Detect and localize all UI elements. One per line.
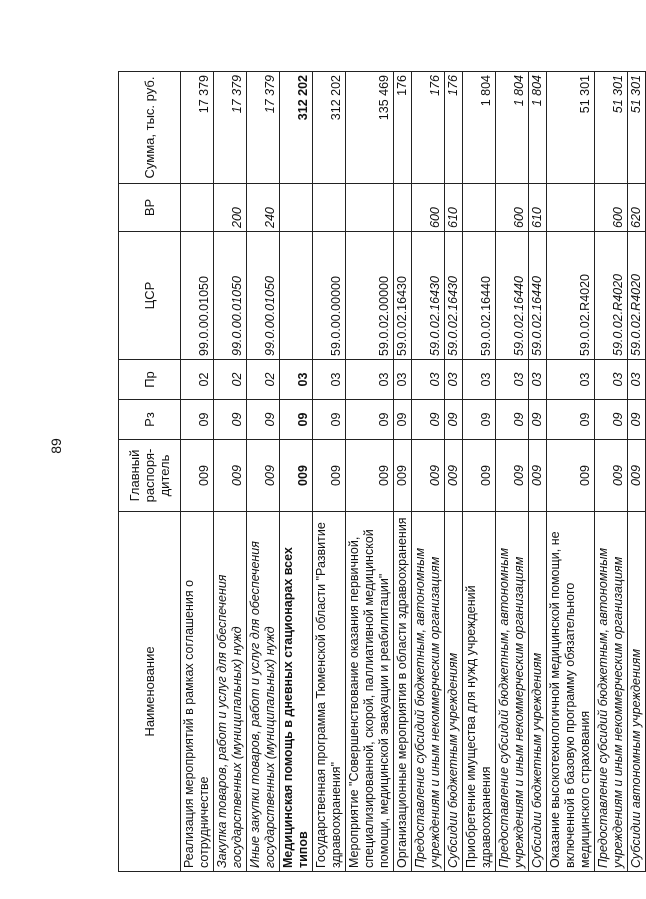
row-vr: 610 [529, 184, 547, 232]
row-rz: 09 [547, 400, 595, 440]
table-row [547, 72, 595, 872]
row-rz: 09 [394, 400, 412, 440]
header-vr: ВР [119, 184, 181, 232]
row-vr: 610 [445, 184, 463, 232]
row-vr [394, 184, 412, 232]
row-sum: 135 469 [346, 72, 394, 184]
row-rz: 09 [445, 400, 463, 440]
row-vr: 620 [628, 184, 646, 232]
row-rz: 09 [280, 400, 313, 440]
row-sum: 1 804 [529, 72, 547, 184]
row-rz: 09 [595, 400, 628, 440]
row-glavny: 009 [595, 440, 628, 512]
table-row [346, 72, 394, 872]
table-row [529, 72, 547, 872]
row-csr: 59.0.02.00000 [346, 232, 394, 360]
row-pr: 03 [394, 360, 412, 400]
row-rz: 09 [412, 400, 445, 440]
row-rz: 09 [463, 400, 496, 440]
row-rz: 09 [529, 400, 547, 440]
row-sum: 17 379 [214, 72, 247, 184]
row-sum: 312 202 [280, 72, 313, 184]
row-sum: 176 [394, 72, 412, 184]
row-pr: 03 [628, 360, 646, 400]
row-sum: 17 379 [247, 72, 280, 184]
header-rz: Рз [119, 400, 181, 440]
row-csr: 59.0.00.00000 [313, 232, 346, 360]
row-pr: 02 [181, 360, 214, 400]
row-sum: 51 301 [547, 72, 595, 184]
table-row [463, 72, 496, 872]
header-name: Наименование [119, 512, 181, 872]
row-pr: 02 [214, 360, 247, 400]
row-vr [181, 184, 214, 232]
row-name: Закупка товаров, работ и услуг для обеспечения государственных (муниципальных) нужд [214, 512, 247, 872]
row-glavny: 009 [280, 440, 313, 512]
row-name: Государственная программа Тюменской области "Развитие здравоохранения" [313, 512, 346, 872]
row-sum: 1 804 [463, 72, 496, 184]
row-csr: 59.0.02.R4020 [595, 232, 628, 360]
row-name: Субсидии бюджетным учреждениям [529, 512, 547, 872]
row-vr [280, 184, 313, 232]
row-name: Приобретение имущества для нужд учреждений здравоохранения [463, 512, 496, 872]
row-rz: 09 [496, 400, 529, 440]
table-row [394, 72, 412, 872]
row-name: Субсидии бюджетным учреждениям [445, 512, 463, 872]
row-glavny: 009 [181, 440, 214, 512]
row-name: Предоставление субсидий бюджетным, автономным учреждениям и иным некоммерческим организациям [595, 512, 628, 872]
header-glavny: Главный распоря-дитель [119, 440, 181, 512]
row-csr: 59.0.02.16430 [445, 232, 463, 360]
row-glavny: 009 [547, 440, 595, 512]
page-number: 89 [48, 438, 64, 454]
row-pr: 03 [313, 360, 346, 400]
row-sum: 51 301 [628, 72, 646, 184]
table-row [445, 72, 463, 872]
rotated-table-container [118, 72, 643, 872]
row-csr: 59.0.02.16430 [394, 232, 412, 360]
row-rz: 09 [247, 400, 280, 440]
row-pr: 03 [463, 360, 496, 400]
row-pr: 03 [595, 360, 628, 400]
row-vr [547, 184, 595, 232]
row-rz: 09 [313, 400, 346, 440]
table-row [313, 72, 346, 872]
row-name: Предоставление субсидий бюджетным, автономным учреждениям и иным некоммерческим организациям [412, 512, 445, 872]
row-pr: 02 [247, 360, 280, 400]
row-pr: 03 [346, 360, 394, 400]
header-pr: Пр [119, 360, 181, 400]
row-glavny: 009 [247, 440, 280, 512]
row-vr: 600 [496, 184, 529, 232]
row-csr: 59.0.02.R4020 [547, 232, 595, 360]
row-name: Медицинская помощь в дневных стационарах всех типов [280, 512, 313, 872]
row-glavny: 009 [496, 440, 529, 512]
row-vr: 600 [412, 184, 445, 232]
row-name: Организационные мероприятия в области здравоохранения [394, 512, 412, 872]
row-csr: 59.0.02.16440 [529, 232, 547, 360]
row-csr: 59.0.02.16430 [412, 232, 445, 360]
row-glavny: 009 [346, 440, 394, 512]
budget-table [118, 71, 646, 872]
table-row [496, 72, 529, 872]
row-pr: 03 [445, 360, 463, 400]
table-header-row [119, 72, 181, 872]
row-csr: 59.0.02.16440 [496, 232, 529, 360]
row-csr: 99.0.00.01050 [181, 232, 214, 360]
row-glavny: 009 [412, 440, 445, 512]
row-csr [280, 232, 313, 360]
row-vr: 240 [247, 184, 280, 232]
row-glavny: 009 [313, 440, 346, 512]
row-pr: 03 [280, 360, 313, 400]
table-row [181, 72, 214, 872]
row-name: Мероприятие "Совершенствование оказания первичной, специализированной, скорой, паллиативной медицинской помощи, медицинской эвакуации и реабилитации" [346, 512, 394, 872]
row-pr: 03 [412, 360, 445, 400]
row-name: Иные закупки товаров, работ и услуг для обеспечения государственных (муниципальных) нужд [247, 512, 280, 872]
row-vr: 600 [595, 184, 628, 232]
table-row [595, 72, 628, 872]
row-glavny: 009 [628, 440, 646, 512]
row-pr: 03 [547, 360, 595, 400]
row-vr: 200 [214, 184, 247, 232]
row-sum: 1 804 [496, 72, 529, 184]
row-glavny: 009 [214, 440, 247, 512]
row-rz: 09 [214, 400, 247, 440]
row-glavny: 009 [394, 440, 412, 512]
row-sum: 176 [445, 72, 463, 184]
row-name: Субсидии автономным учреждениям [628, 512, 646, 872]
row-vr [313, 184, 346, 232]
table-row [412, 72, 445, 872]
row-pr: 03 [529, 360, 547, 400]
row-rz: 09 [628, 400, 646, 440]
row-sum: 51 301 [595, 72, 628, 184]
row-pr: 03 [496, 360, 529, 400]
row-glavny: 009 [529, 440, 547, 512]
row-csr: 59.0.02.R4020 [628, 232, 646, 360]
table-row [280, 72, 313, 872]
row-csr: 99.0.00.01050 [247, 232, 280, 360]
header-csr: ЦСР [119, 232, 181, 360]
row-rz: 09 [346, 400, 394, 440]
row-rz: 09 [181, 400, 214, 440]
row-sum: 17 379 [181, 72, 214, 184]
table-row [628, 72, 646, 872]
table-row [247, 72, 280, 872]
row-sum: 312 202 [313, 72, 346, 184]
row-vr [463, 184, 496, 232]
row-name: Предоставление субсидий бюджетным, автономным учреждениям и иным некоммерческим организациям [496, 512, 529, 872]
table-row [214, 72, 247, 872]
row-vr [346, 184, 394, 232]
row-glavny: 009 [445, 440, 463, 512]
row-glavny: 009 [463, 440, 496, 512]
header-sum: Сумма, тыс. руб. [119, 72, 181, 184]
row-sum: 176 [412, 72, 445, 184]
row-csr: 59.0.02.16440 [463, 232, 496, 360]
row-name: Оказание высокотехнологичной медицинской помощи, не включенной в базовую программу обязательного медицинского страхования [547, 512, 595, 872]
row-csr: 99.0.00.01050 [214, 232, 247, 360]
row-name: Реализация мероприятий в рамках соглашения о сотрудничестве [181, 512, 214, 872]
